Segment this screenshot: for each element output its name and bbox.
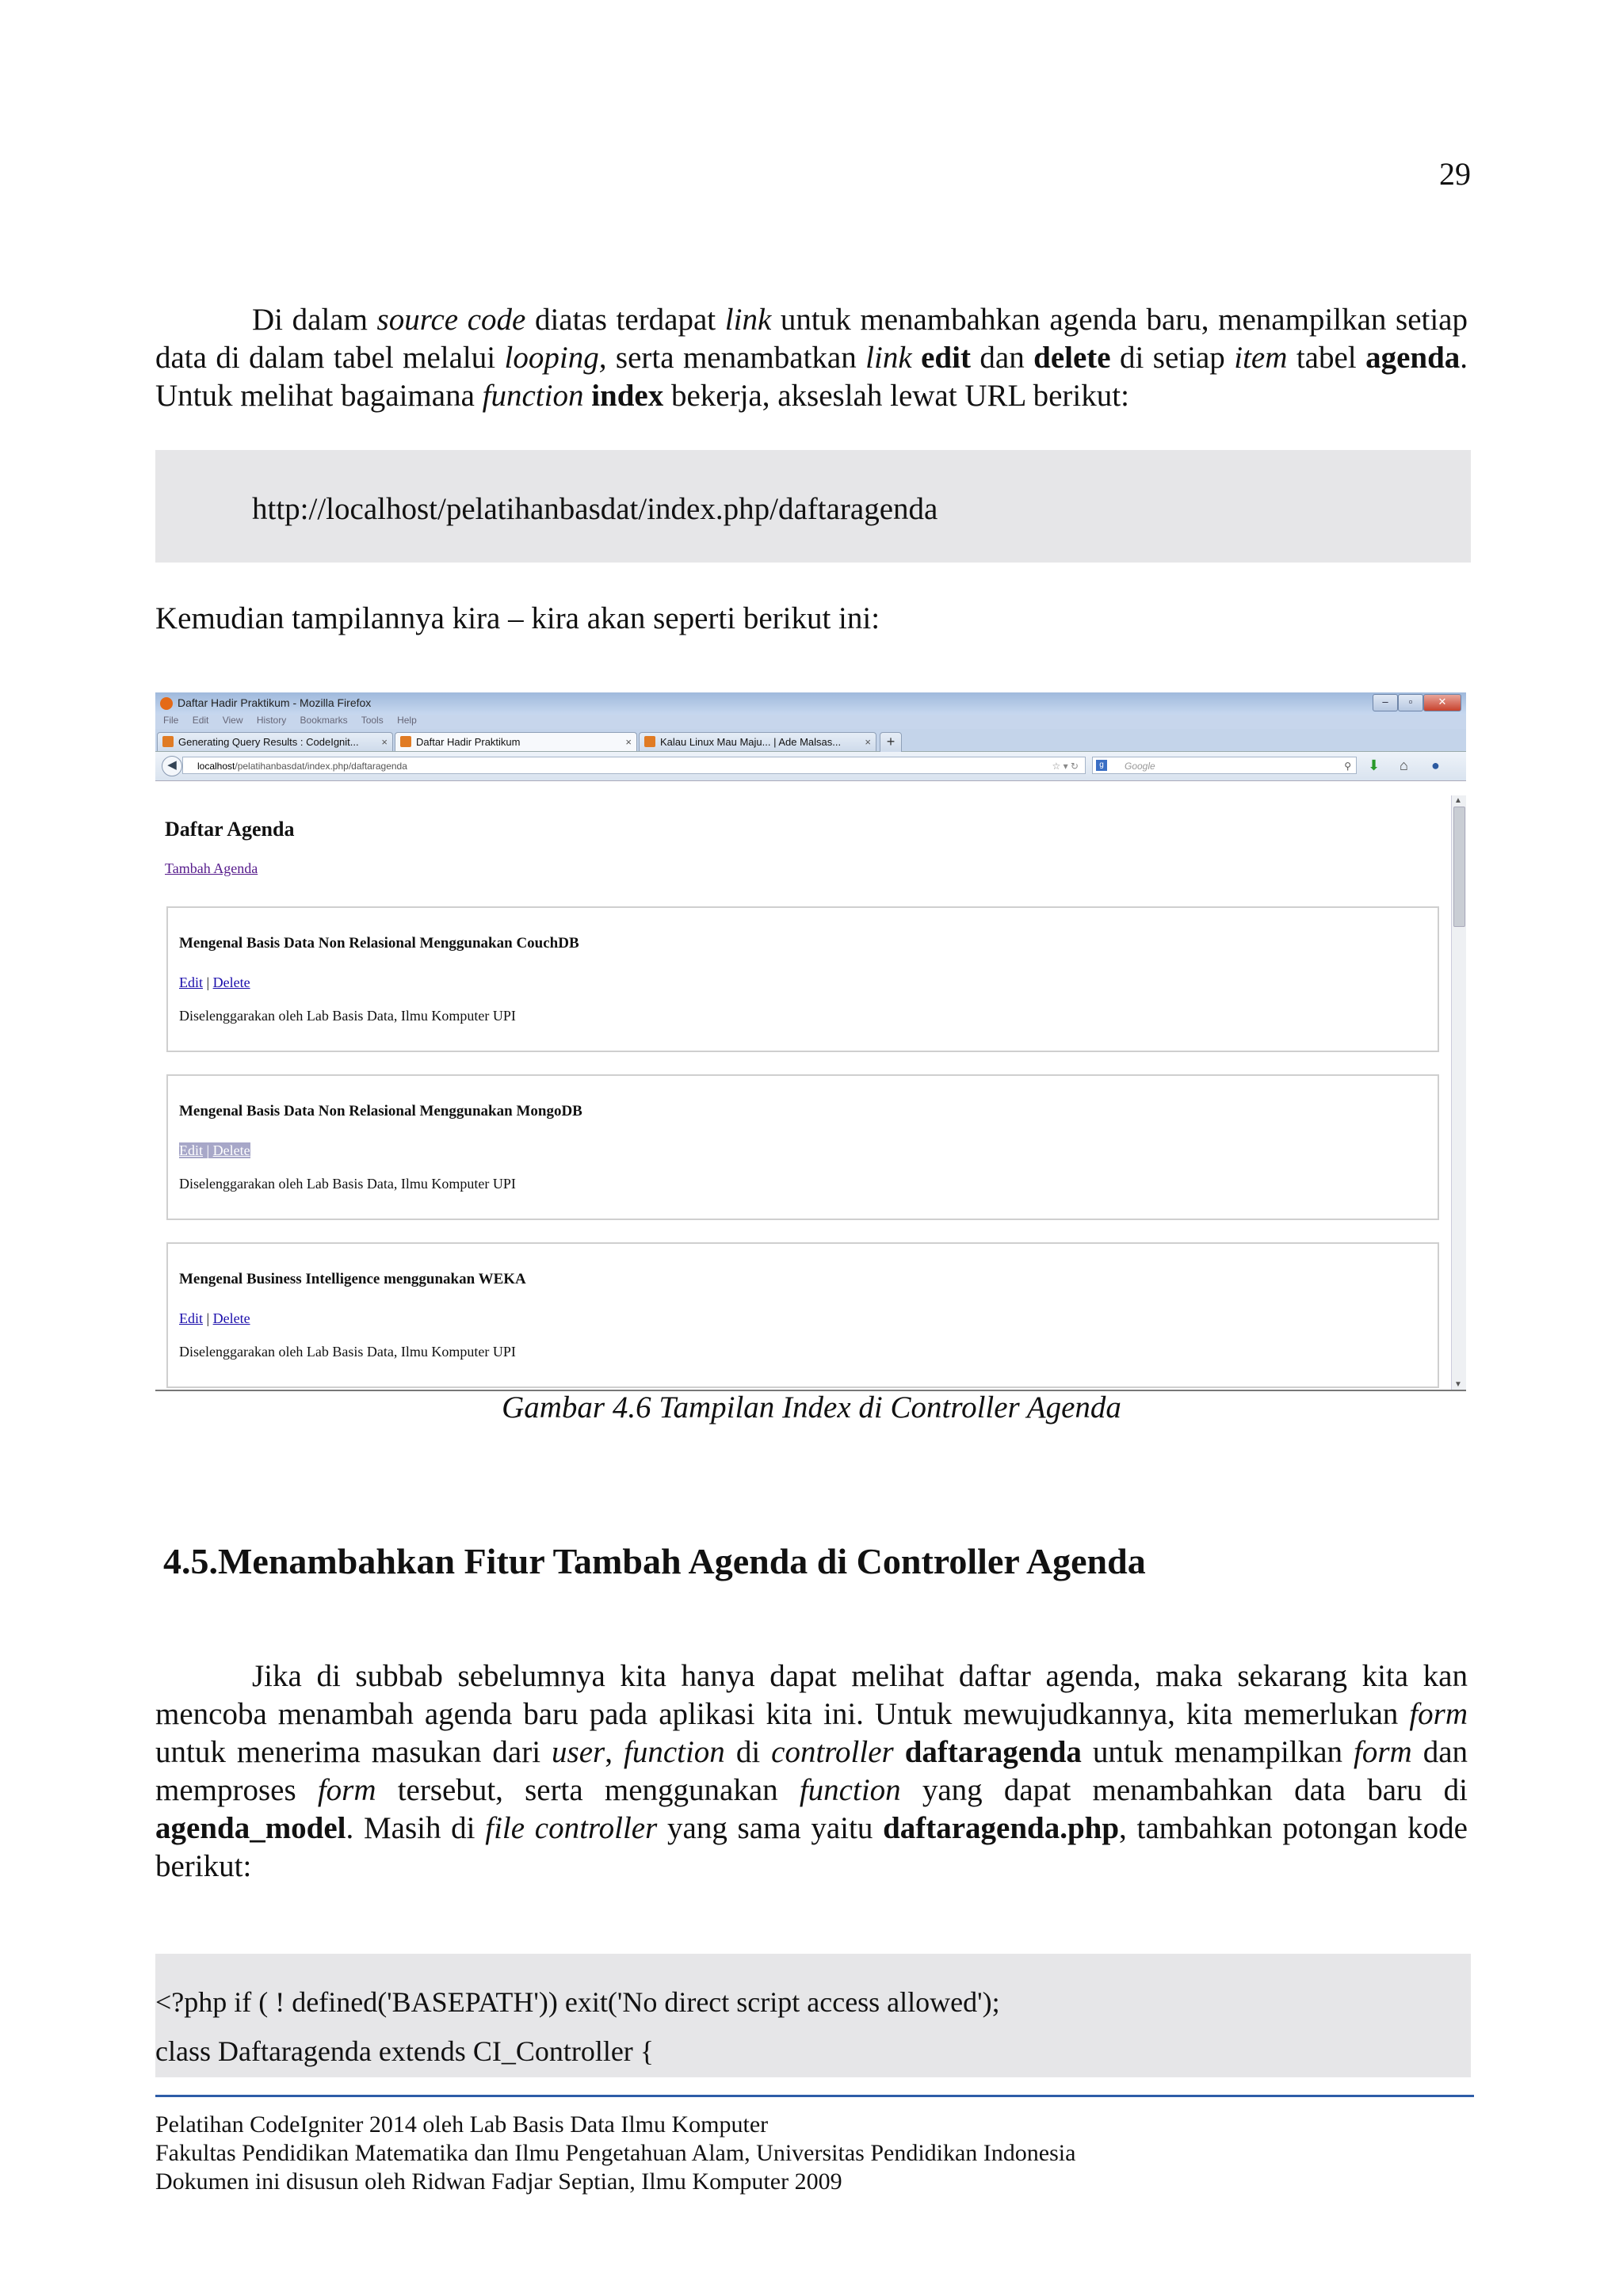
footer-line: Fakultas Pendidikan Matematika dan Ilmu Pengetahuan Alam, Universitas Pendidikan Indonesia: [155, 2140, 1076, 2166]
close-tab-icon[interactable]: ×: [865, 736, 871, 748]
agenda-actions: [179, 1310, 250, 1327]
text-run: di: [724, 1735, 772, 1769]
agenda-title: Mengenal Basis Data Non Relasional Menggunakan CouchDB: [179, 935, 579, 952]
italic-term: form: [317, 1773, 376, 1807]
bold-term: daftaragenda.php: [883, 1811, 1120, 1845]
agenda-actions: [179, 974, 250, 991]
menu-help[interactable]: Help: [397, 715, 417, 726]
tab-daftar-hadir[interactable]: [395, 732, 637, 751]
italic-term: function: [482, 379, 584, 413]
menu-tools[interactable]: Tools: [361, 715, 384, 726]
italic-term: link: [724, 303, 772, 337]
bold-term: agenda_model: [155, 1811, 346, 1845]
addon-icon[interactable]: ●: [1431, 757, 1440, 773]
tambah-agenda-link[interactable]: Tambah Agenda: [165, 860, 258, 876]
italic-term: link: [865, 341, 912, 375]
edit-link[interactable]: Edit: [179, 1310, 203, 1326]
agenda-organizer: Diselenggarakan oleh Lab Basis Data, Ilmu Komputer UPI: [179, 1176, 516, 1192]
section-heading: 4.5.Menambahkan Fitur Tambah Agenda di Controller Agenda: [163, 1541, 1146, 1581]
italic-term: item: [1234, 341, 1288, 375]
edit-link[interactable]: Edit: [179, 1142, 203, 1158]
text-run: bekerja, akseslah lewat URL berikut:: [663, 379, 1129, 413]
text-run: dan: [970, 341, 1034, 375]
agenda-title: Mengenal Basis Data Non Relasional Menggunakan MongoDB: [179, 1103, 582, 1119]
scroll-thumb[interactable]: [1453, 807, 1465, 927]
menu-file[interactable]: File: [163, 715, 179, 726]
agenda-card: [166, 1074, 1439, 1220]
address-path: /pelatihanbasdat/index.php/daftaragenda: [235, 761, 407, 772]
text-run: , tambahkan potongan kode berikut:: [155, 1811, 1468, 1883]
italic-term: source code: [376, 303, 526, 337]
agenda-organizer: Diselenggarakan oleh Lab Basis Data, Ilmu Komputer UPI: [179, 1344, 516, 1360]
back-arrow-icon[interactable]: ◀: [162, 756, 182, 776]
italic-term: function: [623, 1735, 725, 1769]
tab-favicon-icon: [644, 736, 655, 747]
text-run: untuk menampilkan: [1081, 1735, 1354, 1769]
maximize-icon[interactable]: ▫: [1398, 694, 1423, 711]
code-line: <?php if ( ! defined('BASEPATH')) exit('No direct script access allowed');: [155, 1986, 1000, 2018]
text-run: . Masih di: [346, 1811, 486, 1845]
italic-term: file controller: [485, 1811, 658, 1845]
footer: [155, 2111, 1075, 2196]
menu-bookmarks[interactable]: Bookmarks: [300, 715, 348, 726]
text-run: [912, 341, 921, 375]
text-run: tersebut, serta menggunakan: [376, 1773, 800, 1807]
text-run: serta menambatkan: [606, 341, 866, 375]
close-tab-icon[interactable]: ×: [381, 736, 388, 748]
link-separator: |: [203, 974, 213, 990]
search-icon[interactable]: ⚲: [1344, 761, 1351, 772]
agenda-card: [166, 1242, 1439, 1388]
scroll-down-icon[interactable]: ▼: [1454, 1380, 1462, 1389]
text-run: Di dalam: [252, 303, 377, 337]
web-page-content: [155, 795, 1452, 1390]
tab-label: Daftar Hadir Praktikum: [416, 736, 521, 748]
search-input[interactable]: [1092, 757, 1357, 774]
window-titlebar: [155, 692, 1466, 715]
text-run: ,: [605, 1735, 624, 1769]
footer-rule: [155, 2095, 1474, 2097]
text-run: Jika di subbab sebelumnya kita hanya dapat melihat daftar agenda, maka sekarang kita kan mencoba menambah agenda baru pada aplikasi kita ini. Untuk mewujudkannya, kita memerlukan: [155, 1659, 1468, 1731]
text-run: diatas terdapat: [525, 303, 725, 337]
text-run: untuk menambahkan agenda baru, menampilkan setiap data di dalam tabel melalui: [155, 303, 1468, 375]
italic-term: user: [552, 1735, 605, 1769]
address-bar[interactable]: [182, 757, 1086, 774]
agenda-actions: [179, 1142, 250, 1159]
menu-bar: [155, 715, 1466, 729]
tab-generating-query[interactable]: [157, 732, 393, 751]
text-run: tabel: [1287, 341, 1366, 375]
link-separator: |: [203, 1310, 213, 1326]
bold-term: agenda: [1365, 341, 1461, 375]
close-icon[interactable]: ✕: [1423, 694, 1461, 711]
page-title: Daftar Agenda: [165, 818, 295, 841]
text-run: untuk menerima masukan dari: [155, 1735, 552, 1769]
tab-bar: [155, 729, 1466, 752]
scrollbar[interactable]: [1451, 795, 1466, 1390]
text-run: [583, 379, 591, 413]
agenda-card: [166, 906, 1439, 1052]
menu-edit[interactable]: Edit: [192, 715, 209, 726]
code-line: class Daftaragenda extends CI_Controller {: [155, 2035, 655, 2067]
address-domain: localhost: [197, 761, 235, 772]
delete-link[interactable]: Delete: [212, 974, 250, 990]
window-title: Daftar Hadir Praktikum - Mozilla Firefox: [178, 696, 372, 709]
bold-term: daftaragenda: [904, 1735, 1082, 1769]
agenda-organizer: Diselenggarakan oleh Lab Basis Data, Ilmu Komputer UPI: [179, 1008, 516, 1024]
agenda-title: Mengenal Business Intelligence menggunakan WEKA: [179, 1271, 526, 1287]
edit-link[interactable]: Edit: [179, 974, 203, 990]
figure-caption: Gambar 4.6 Tampilan Index di Controller Agenda: [502, 1390, 1121, 1425]
text-run: yang sama yaitu: [657, 1811, 884, 1845]
search-placeholder: Google: [1125, 761, 1155, 772]
menu-view[interactable]: View: [222, 715, 243, 726]
bold-term: index: [591, 379, 664, 413]
paragraph-body: [155, 1657, 1468, 1886]
minimize-icon[interactable]: –: [1373, 694, 1398, 711]
close-tab-icon[interactable]: ×: [625, 736, 632, 748]
url-code-box: [155, 450, 1471, 563]
footer-line: Dokumen ini disusun oleh Ridwan Fadjar Septian, Ilmu Komputer 2009: [155, 2168, 842, 2195]
text-run: di setiap: [1110, 341, 1235, 375]
new-tab-icon[interactable]: +: [880, 732, 902, 753]
italic-term: form: [1354, 1735, 1412, 1769]
italic-term: controller: [771, 1735, 894, 1769]
bold-term: delete: [1033, 341, 1111, 375]
footer-line: Pelatihan CodeIgniter 2014 oleh Lab Basis Data Ilmu Komputer: [155, 2111, 769, 2138]
italic-term: looping,: [504, 341, 607, 375]
tab-label: Generating Query Results : CodeIgnit...: [178, 736, 359, 748]
italic-term: form: [1409, 1697, 1468, 1731]
delete-link[interactable]: Delete: [212, 1310, 250, 1326]
menu-history[interactable]: History: [256, 715, 287, 726]
scroll-up-icon[interactable]: ▲: [1454, 796, 1462, 805]
page-number: 29: [1439, 156, 1471, 192]
text-run: yang dapat menambahkan data baru di: [900, 1773, 1468, 1807]
tab-favicon-icon: [400, 736, 411, 747]
link-separator: |: [203, 1142, 213, 1158]
text-run: dan memproses: [155, 1735, 1468, 1807]
tab-label: Kalau Linux Mau Maju... | Ade Malsas...: [660, 736, 842, 748]
code-box: [155, 1954, 1471, 2077]
navigation-bar: [155, 752, 1466, 781]
bold-term: edit: [921, 341, 971, 375]
paragraph-intro: [155, 301, 1468, 415]
italic-term: function: [799, 1773, 901, 1807]
text-run: [894, 1735, 905, 1769]
tab-favicon-icon: [162, 736, 174, 747]
url-text: http://localhost/pelatihanbasdat/index.php/daftaragenda: [252, 492, 938, 526]
text-run: . Untuk melihat bagaimana: [155, 341, 1468, 413]
browser-screenshot: [155, 692, 1466, 1391]
delete-link[interactable]: Delete: [212, 1142, 250, 1158]
download-icon[interactable]: ⬇: [1368, 757, 1381, 773]
firefox-icon: [160, 697, 173, 710]
tab-kalau-linux[interactable]: [639, 732, 876, 751]
intro-line: Kemudian tampilannya kira – kira akan seperti berikut ini:: [155, 601, 880, 635]
bookmark-star-icon[interactable]: ☆ ▾ ↻: [1052, 761, 1079, 772]
google-icon: g: [1096, 760, 1107, 771]
home-icon[interactable]: ⌂: [1400, 757, 1408, 773]
